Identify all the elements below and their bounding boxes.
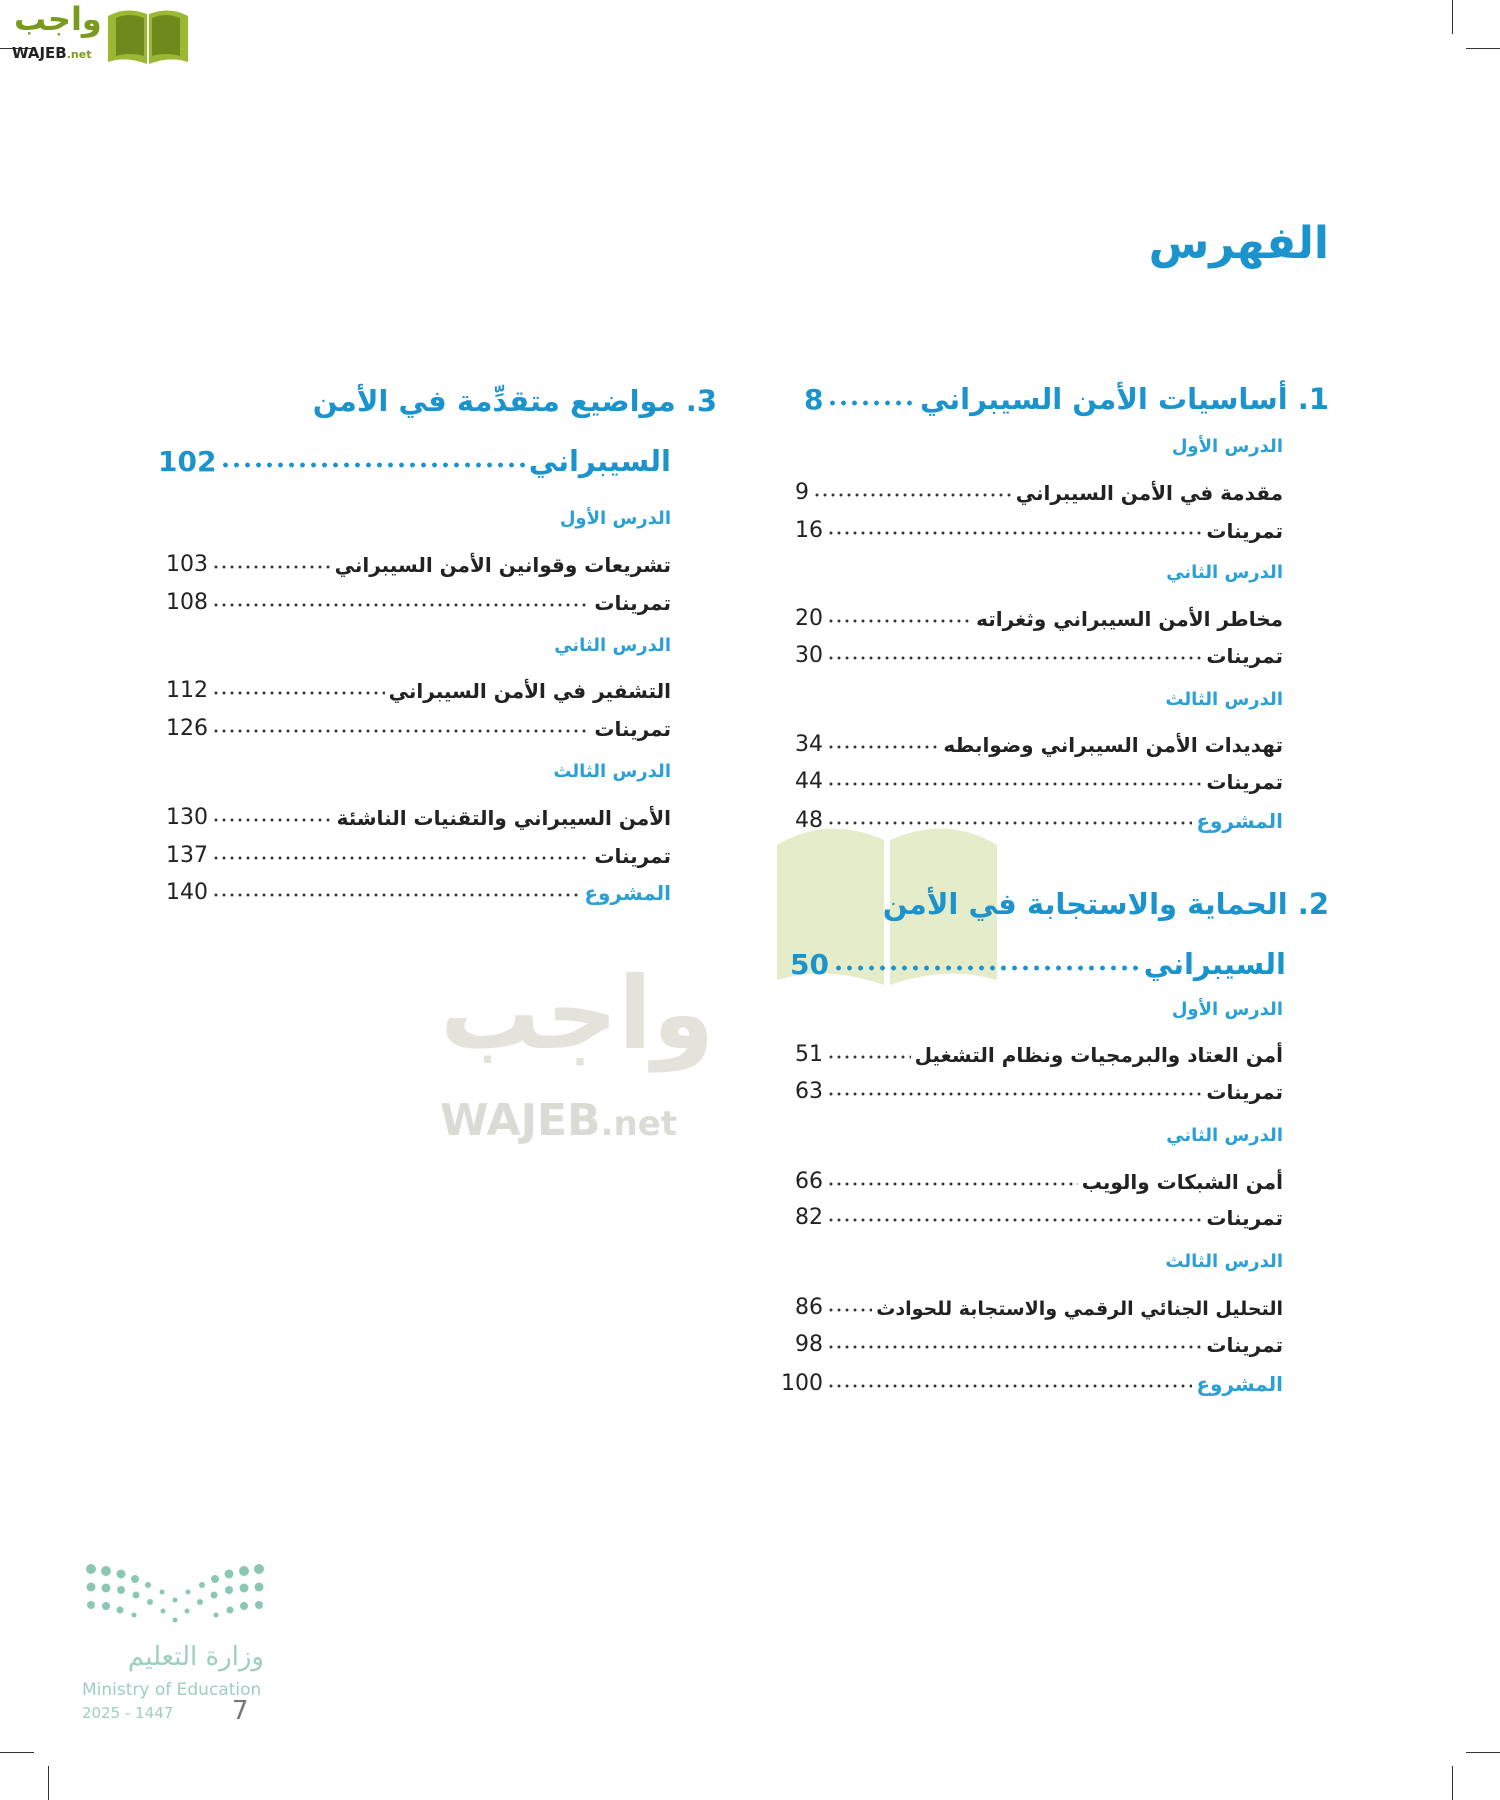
section-heading-text: السيبراني [1143, 947, 1286, 981]
book-icon [106, 6, 190, 64]
wajeb-logo[interactable] [10, 0, 190, 66]
toc-entry[interactable] [795, 597, 1283, 631]
leader-dots [827, 531, 1202, 535]
toc-entry[interactable] [795, 1323, 1283, 1357]
section-heading-text: 1. أساسيات الأمن السيبراني [919, 382, 1329, 416]
entry-page: 63 [795, 1079, 823, 1104]
entry-page: 48 [795, 808, 823, 833]
entry-text: تمرينات [1206, 1333, 1283, 1357]
toc-entry[interactable] [166, 834, 671, 868]
leader-dots [827, 1092, 1202, 1096]
leader-dots [827, 745, 939, 749]
section-3-heading-line1[interactable] [313, 376, 717, 418]
entry-text: تمرينات [1206, 644, 1283, 668]
leader-dots [827, 400, 915, 406]
leader-dots [827, 1384, 1192, 1388]
watermark-text: واجب [440, 955, 715, 1072]
leader-dots [827, 1182, 1078, 1186]
section-page: 8 [804, 383, 824, 416]
page-number: 7 [232, 1696, 249, 1726]
entry-text: تمرينات [1206, 1080, 1283, 1104]
toc-entry[interactable] [795, 634, 1283, 668]
section-heading-text: السيبراني [528, 444, 671, 478]
section-1-heading[interactable] [804, 374, 1329, 416]
watermark-latin-text: WAJEB [440, 1095, 601, 1146]
crop-mark [48, 1766, 49, 1800]
leader-dots [212, 691, 385, 695]
leader-dots [212, 729, 590, 733]
section-3-heading-line2[interactable] [158, 436, 671, 478]
leader-dots [813, 493, 1012, 497]
entry-page: 140 [166, 880, 208, 905]
entry-text: مقدمة في الأمن السيبراني [1015, 481, 1283, 505]
ministry-english: Ministry of Education [82, 1680, 262, 1700]
leader-dots [212, 893, 580, 897]
leader-dots [212, 818, 333, 822]
lesson-label: الدرس الثاني [1166, 1125, 1283, 1146]
entry-page: 66 [795, 1169, 823, 1194]
crop-mark [1466, 1752, 1500, 1753]
lesson-label: الدرس الأول [559, 508, 671, 529]
toc-entry[interactable] [166, 669, 671, 703]
toc-entry[interactable] [166, 581, 671, 615]
crop-mark [1466, 48, 1500, 49]
leader-dots [212, 856, 590, 860]
ministry-dots-icon [84, 1562, 266, 1624]
leader-dots [212, 565, 331, 569]
crop-mark [1452, 1766, 1453, 1800]
entry-text: التحليل الجنائي الرقمي والاستجابة للحوادث [876, 1298, 1283, 1320]
entry-page: 112 [166, 678, 208, 703]
entry-text: المشروع [1196, 809, 1283, 833]
section-heading-text: 3. مواضيع متقدِّمة في الأمن [312, 384, 717, 418]
leader-dots [827, 656, 1202, 660]
watermark-suffix: .net [600, 1104, 678, 1144]
entry-text: تمرينات [594, 717, 671, 741]
toc-entry[interactable] [795, 1196, 1283, 1230]
logo-latin-text: WAJEB [12, 44, 67, 62]
entry-page: 108 [166, 590, 208, 615]
lesson-label: الدرس الثاني [554, 635, 671, 656]
entry-page: 126 [166, 716, 208, 741]
entry-text: تمرينات [1206, 770, 1283, 794]
toc-entry[interactable] [795, 509, 1283, 543]
leader-dots [827, 782, 1202, 786]
toc-entry[interactable] [166, 796, 671, 830]
entry-page: 44 [795, 769, 823, 794]
toc-project[interactable] [795, 799, 1283, 833]
entry-text: الأمن السيبراني والتقنيات الناشئة [336, 806, 671, 830]
ministry-year: 2025 - 1447 [82, 1704, 174, 1722]
lesson-label: الدرس الثالث [553, 761, 671, 782]
toc-entry[interactable] [795, 1033, 1283, 1067]
entry-page: 51 [795, 1042, 823, 1067]
leader-dots [827, 821, 1192, 825]
watermark-latin [440, 1095, 677, 1146]
entry-page: 20 [795, 606, 823, 631]
lesson-label: الدرس الثاني [1166, 562, 1283, 583]
leader-dots [220, 462, 524, 468]
leader-dots [827, 1308, 872, 1312]
entry-text: المشروع [1196, 1372, 1283, 1396]
toc-entry[interactable] [795, 760, 1283, 794]
entry-text: المشروع [584, 881, 671, 905]
leader-dots [827, 619, 972, 623]
leader-dots [827, 1345, 1202, 1349]
logo-suffix: .net [66, 48, 92, 61]
toc-project[interactable] [781, 1362, 1283, 1396]
toc-entry[interactable] [795, 1160, 1283, 1194]
entry-text: تهديدات الأمن السيبراني وضوابطه [943, 733, 1283, 757]
toc-entry[interactable] [795, 471, 1283, 505]
section-heading-text: 2. الحماية والاستجابة في الأمن [882, 887, 1329, 921]
entry-page: 30 [795, 643, 823, 668]
leader-dots [827, 1218, 1202, 1222]
entry-text: التشفير في الأمن السيبراني [388, 679, 671, 703]
entry-text: تمرينات [1206, 1206, 1283, 1230]
section-page: 50 [790, 948, 829, 981]
section-page: 102 [158, 445, 217, 478]
entry-page: 9 [795, 480, 809, 505]
entry-page: 16 [795, 518, 823, 543]
entry-page: 86 [795, 1295, 823, 1320]
entry-page: 103 [166, 552, 208, 577]
leader-dots [212, 603, 590, 607]
entry-page: 34 [795, 732, 823, 757]
entry-text: مخاطر الأمن السيبراني وثغراته [976, 607, 1283, 631]
toc-entry[interactable] [166, 707, 671, 741]
entry-text: تمرينات [594, 591, 671, 615]
entry-text: تشريعات وقوانين الأمن السيبراني [334, 553, 671, 577]
lesson-label: الدرس الثالث [1165, 689, 1283, 710]
section-2-heading-line1[interactable] [883, 879, 1329, 921]
entry-page: 98 [795, 1332, 823, 1357]
entry-page: 100 [781, 1371, 823, 1396]
crop-mark [1452, 0, 1453, 34]
lesson-label: الدرس الأول [1171, 999, 1283, 1020]
entry-page: 137 [166, 843, 208, 868]
entry-text: أمن العتاد والبرمجيات ونظام التشغيل [914, 1043, 1283, 1067]
entry-text: تمرينات [594, 844, 671, 868]
toc-project[interactable] [166, 871, 671, 905]
logo-latin [12, 44, 91, 62]
entry-text: أمن الشبكات والويب [1081, 1170, 1283, 1194]
toc-entry[interactable] [795, 1286, 1283, 1320]
toc-entry[interactable] [795, 1070, 1283, 1104]
entry-page: 82 [795, 1205, 823, 1230]
toc-entry[interactable] [166, 543, 671, 577]
lesson-label: الدرس الثالث [1165, 1251, 1283, 1272]
section-2-heading-line2[interactable] [790, 939, 1286, 981]
leader-dots [833, 965, 1140, 971]
crop-mark [0, 1752, 34, 1753]
toc-entry[interactable] [795, 723, 1283, 757]
entry-text: تمرينات [1206, 519, 1283, 543]
entry-page: 130 [166, 805, 208, 830]
leader-dots [827, 1055, 911, 1059]
page-title: الفهرس [1148, 218, 1329, 269]
lesson-label: الدرس الأول [1171, 436, 1283, 457]
ministry-arabic: وزارة التعليم [127, 1642, 264, 1672]
logo-arabic: واجب [14, 0, 102, 38]
